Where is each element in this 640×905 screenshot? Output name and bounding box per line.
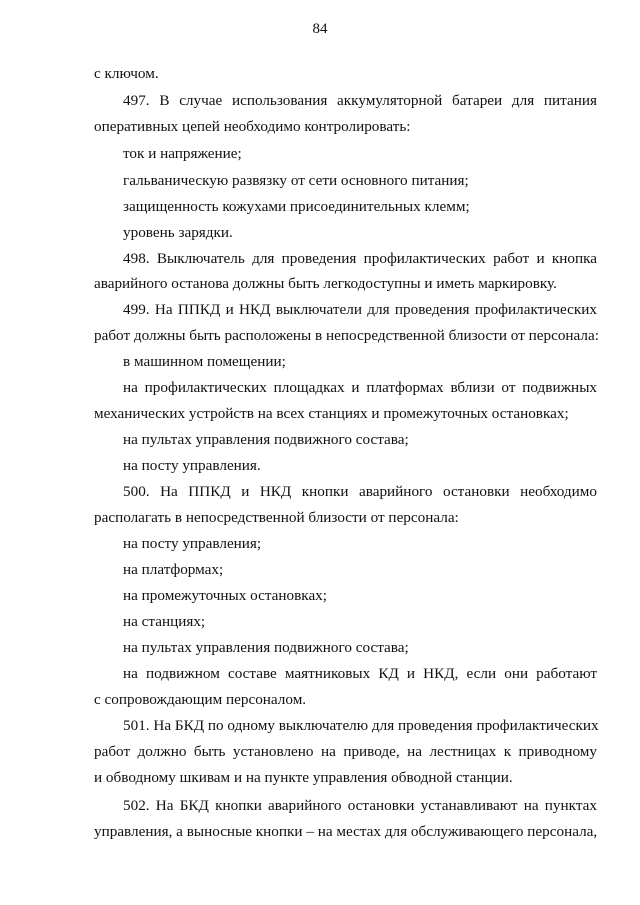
text-line: защищенность кожухами присоединительных клемм; bbox=[123, 198, 470, 215]
text-line: на платформах; bbox=[123, 561, 224, 578]
text-line: на подвижном составе маятниковых КД и НКД, если они работают bbox=[123, 665, 597, 682]
text-line: 501. На БКД по одному выключателю для проведения профилактических bbox=[123, 717, 599, 734]
text-line: в машинном помещении; bbox=[123, 353, 286, 370]
page-number: 84 bbox=[312, 21, 328, 37]
text-line: 497. В случае использования аккумуляторной батареи для питания bbox=[123, 92, 597, 109]
text-line: с сопровождающим персоналом. bbox=[94, 691, 307, 708]
text-line: 499. На ППКД и НКД выключатели для проведения профилактических bbox=[123, 301, 597, 318]
text-line: и обводному шкивам и на пункте управления обводной станции. bbox=[94, 769, 513, 786]
text-line: работ должно быть установлено на приводе, на лестницах к приводному bbox=[94, 743, 597, 760]
text-line: механических устройств на всех станциях и промежуточных остановках; bbox=[94, 405, 569, 422]
text-line: аварийного останова должны быть легкодоступны и иметь маркировку. bbox=[94, 275, 557, 292]
text-line: располагать в непосредственной близости от персонала: bbox=[94, 509, 459, 526]
text-line: работ должны быть расположены в непосредственной близости от персонала: bbox=[94, 327, 599, 344]
text-line: гальваническую развязку от сети основного питания; bbox=[123, 172, 469, 189]
text-line: на промежуточных остановках; bbox=[123, 587, 327, 604]
text-line: на пультах управления подвижного состава; bbox=[123, 431, 409, 448]
text-line: на пультах управления подвижного состава; bbox=[123, 639, 409, 656]
text-line: 502. На БКД кнопки аварийного остановки устанавливают на пунктах bbox=[123, 797, 597, 814]
text-line: на профилактических площадках и платформах вблизи от подвижных bbox=[123, 379, 597, 396]
text-line: 500. На ППКД и НКД кнопки аварийного остановки необходимо bbox=[123, 483, 597, 500]
text-line: с ключом. bbox=[94, 65, 159, 82]
text-line: ток и напряжение; bbox=[123, 145, 242, 162]
text-line: 498. Выключатель для проведения профилактических работ и кнопка bbox=[123, 250, 597, 267]
text-line: уровень зарядки. bbox=[123, 224, 233, 241]
text-line: на посту управления. bbox=[123, 457, 261, 474]
text-line: оперативных цепей необходимо контролировать: bbox=[94, 118, 411, 135]
text-line: на станциях; bbox=[123, 613, 206, 630]
text-line: на посту управления; bbox=[123, 535, 262, 552]
text-line: управления, а выносные кнопки – на местах для обслуживающего персонала, bbox=[94, 823, 598, 840]
